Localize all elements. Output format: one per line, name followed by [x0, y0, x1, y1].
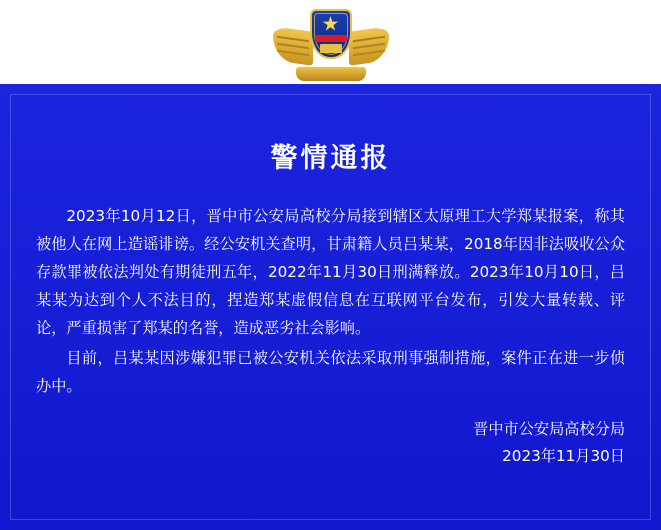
emblem-tiananmen-gate: [320, 44, 342, 53]
emblem-red-band: [315, 35, 347, 42]
notice-body: [36, 202, 625, 402]
page-title: 警情通报: [270, 143, 391, 174]
emblem-base: [296, 67, 366, 81]
notice-panel: [0, 84, 661, 530]
emblem-shield: [310, 9, 352, 59]
emblem-wing-right: [349, 26, 389, 66]
signature-date: 2023年11月30日: [502, 447, 625, 465]
emblem-band: [0, 0, 661, 84]
police-emblem-icon: [272, 7, 390, 81]
signature-block: [225, 416, 625, 470]
notice-paragraph-1: 2023年10月12日，晋中市公安局高校分局接到辖区太原理工大学郑某报案，称其被他人在网上造谣诽谤。经公安机关查明，甘肃籍人员吕某某，2018年因非法吸收公众存款罪被依法判处有期徒刑五年，2022年11月30日刑满释放。2023年10月10日，吕某某为达到个人不法目的，捏造郑某虚假信息在互联网平台发布，引发大量转载、评论，严重损害了郑某的名誉，造成恶劣社会影响。: [36, 207, 625, 337]
emblem-wing-left: [273, 26, 313, 66]
notice-paragraph-2: 目前，吕某某因涉嫌犯罪已被公安机关依法采取刑事强制措施，案件正在进一步侦办中。: [36, 349, 625, 395]
signature-organization: 晋中市公安局高校分局: [473, 420, 625, 438]
